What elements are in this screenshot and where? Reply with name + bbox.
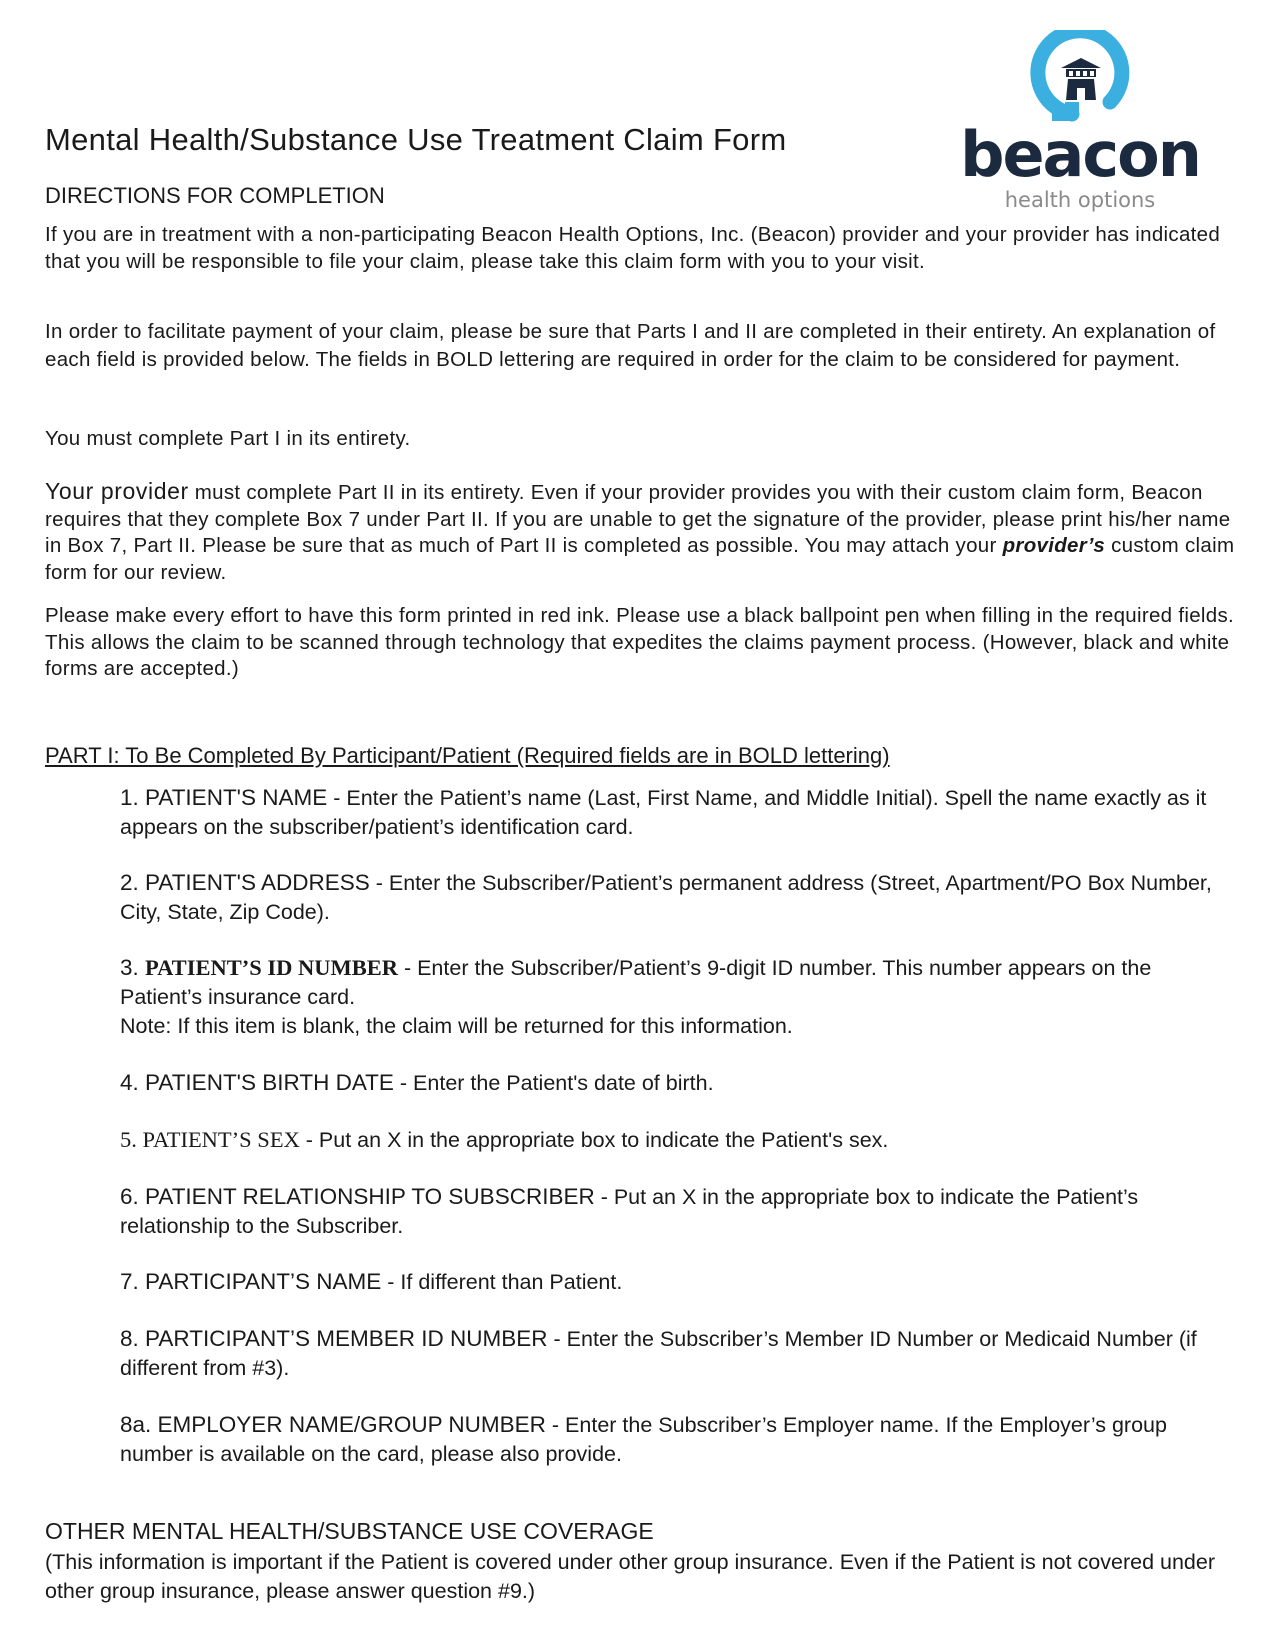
list-item [120,1410,1230,1469]
item-prefix: 3. [120,955,146,980]
item-text: - Enter the Patient's date of birth. [393,1071,714,1095]
part1-heading: PART I: To Be Completed By Participant/Patient (Required fields are in BOLD lettering) [45,743,890,768]
item-text: - Put an X in the appropriate box to indicate the Patient's sex. [299,1128,889,1152]
list-item [120,783,1230,842]
list-item [120,1324,1230,1383]
item-lead: 8. PARTICIPANT’S MEMBER ID NUMBER [120,1326,548,1351]
item-text: - Enter the Patient’s name (Last, First Name, and Middle Initial). Spell the name exactly as it appears on the subscriber/patient’s identification card. [120,786,1207,839]
p4-tail: custom claim form for our review. [45,534,1235,584]
section-subtitle: DIRECTIONS FOR COMPLETION [45,183,385,208]
item-text: - Put an X in the appropriate box to indicate the Patient’s relationship to the Subscriber. [120,1185,1139,1238]
page-title: Mental Health/Substance Use Treatment Claim Form [45,122,787,157]
item-lead: 7. PARTICIPANT’S NAME [120,1269,382,1294]
item-lead: 5. PATIENT’S SEX [120,1127,300,1152]
item-text: - Enter the Subscriber/Patient’s permanent address (Street, Apartment/PO Box Number, City, State, Zip Code). [120,871,1212,924]
item-lead: PATIENT’S ID NUMBER [145,955,398,980]
list-item [120,1068,1230,1098]
other-coverage-heading: OTHER MENTAL HEALTH/SUBSTANCE USE COVERAGE [45,1518,654,1544]
item-lead: 6. PATIENT RELATIONSHIP TO SUBSCRIBER [120,1184,595,1209]
directions-paragraph-2: In order to facilitate payment of your claim, please be sure that Parts I and II are completed in their entirety. An explanation of each field is provided below. The fields in BOLD lettering are required in order for the claim to be considered for payment. [45,320,1216,371]
p4-body: must complete Part II in its entirety. Even if your provider provides you with their custom claim form, Beacon requires that they complete Box 7 under Part II. If you are unable to get the signature of the provider, please print his/her name in Box 7, Part II. Please be sure that as much of Part II is completed as possible. You may attach your [45,481,1231,557]
item-text: - Enter the Subscriber’s Employer name. If the Employer’s group number is available on the card, please also provide. [120,1413,1167,1466]
list-item [120,1125,1230,1155]
list-item [120,1267,1230,1297]
logo-wordmark: beacon [960,118,1200,191]
item-text: - Enter the Subscriber’s Member ID Number or Medicaid Number (if different from #3). [120,1327,1197,1380]
item-note: Note: If this item is blank, the claim will be returned for this information. [120,1014,793,1038]
list-item [120,953,1230,1041]
directions-paragraph-5: Please make every effort to have this form printed in red ink. Please use a black ballpoint pen when filling in the required fields. This allows the claim to be scanned through technology that expedites the claims payment process. (However, black and white forms are accepted.) [45,604,1234,680]
item-lead: 1. PATIENT'S NAME [120,785,328,810]
item-text: - Enter the Subscriber/Patient’s 9-digit ID number. This number appears on the Patient’s insurance card. [120,956,1152,1009]
item-lead: 2. PATIENT'S ADDRESS [120,870,370,895]
list-item [120,1182,1230,1241]
your-provider-lead: Your provider [45,478,189,504]
item-lead: 8a. EMPLOYER NAME/GROUP NUMBER [120,1412,546,1437]
directions-paragraph-1: If you are in treatment with a non-participating Beacon Health Options, Inc. (Beacon) provider and your provider has indicated that you will be responsible to file your claim, please take this claim form with you to your visit. [45,223,1221,273]
item-text: - If different than Patient. [381,1270,623,1294]
beacon-logo [960,30,1200,215]
other-coverage-text: (This information is important if the Patient is covered under other group insurance. Even if the Patient is not covered under other group insurance, please answer question #9.) [45,1550,1215,1603]
lighthouse-icon [960,30,1200,125]
item-lead: 4. PATIENT'S BIRTH DATE [120,1070,394,1095]
list-item [120,868,1230,927]
provider-emphasis: provider’s [1002,534,1106,557]
directions-paragraph-3: You must complete Part I in its entirety. [45,427,411,450]
directions-paragraph-4 [45,478,1235,586]
logo-tagline: health options [1004,188,1156,212]
